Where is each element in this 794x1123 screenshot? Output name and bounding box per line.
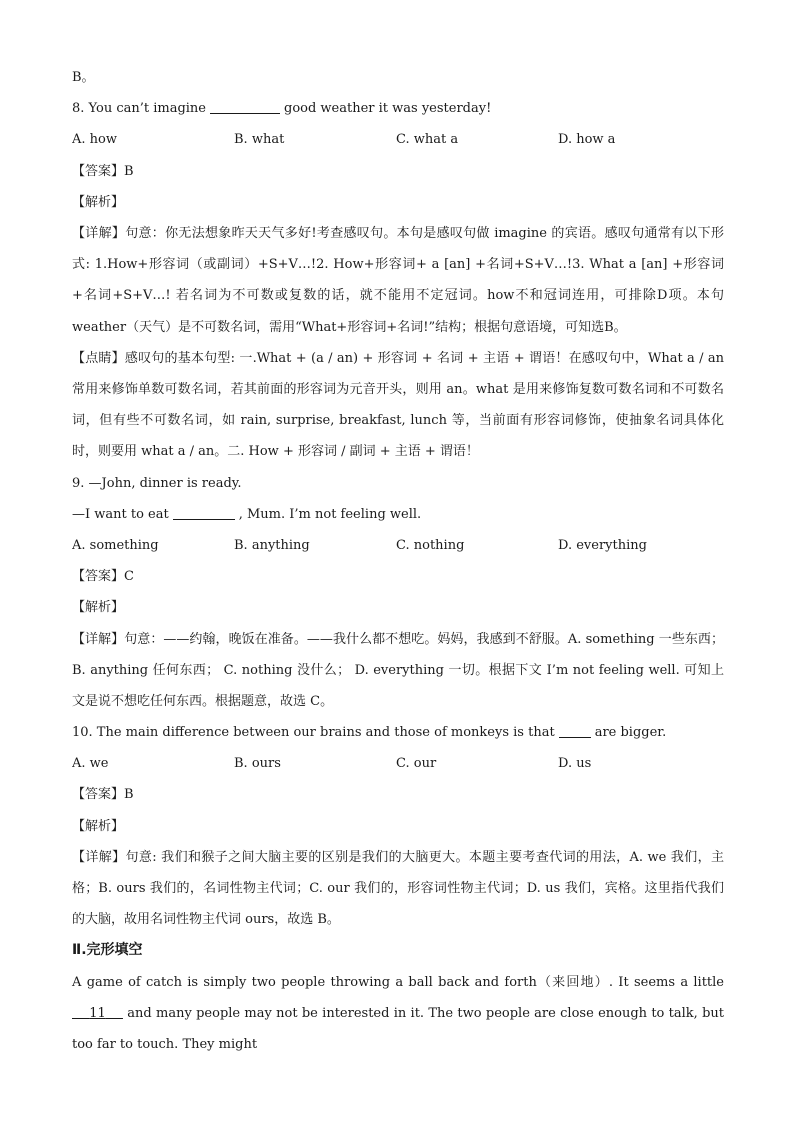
q9-answer-value: C [124,569,134,585]
cloze-text-end: and many people may not be interested in it. The two people are close enough to talk, but too far to touch. They might [72,1005,725,1053]
q10-option-b: B. ours [234,756,281,772]
detail-tag: 【详解】 [72,849,126,865]
q8-stem-end: good weather it was yesterday! [284,101,492,117]
q9-detail [72,624,724,718]
cloze-text-start: A game of catch is simply two people throwing a ball back and forth（来回地）. It seems a little [72,974,724,990]
q8-options [72,124,724,155]
answer-tag: 【答案】 [72,787,125,803]
section-title: Ⅱ.完形填空 [72,942,143,959]
answer-tag: 【答案】 [72,163,125,179]
q9-stem-end: , Mum. I’m not feeling well. [238,506,422,522]
q9-analysis-tag: 【解析】 [72,600,125,616]
q8-detail-text: 句意：你无法想象昨天天气多好!考查感叹句。本句是感叹句做 imagine 的宾语。感叹句通常有以下形式: 1.How+形容词（或副词）+S+V…!2. How+形容词+ a [an] +名词+S+V…!3. What a [an] +形容词+名词+S+V…! 若名词为不可数或复数的话，就不能用不定冠词。how不和冠词连用，可排除D项。本句 weather（天气）是不可数名词，需用“What+形容词+名词!”结构；根据句意语境，可知选B。 [72,225,724,335]
document-page [72,62,724,1060]
q10-detail-text: 句意: 我们和猴子之间大脑主要的区别是我们的大脑更大。本题主要考查代词的用法，A. we 我们，主格；B. ours 我们的，名词性物主代词；C. our 我们的，形容词性物主代词；D. us 我们，宾格。这里指代我们的大脑，故用名词性物主代词 ours，故选 B。 [72,849,724,928]
q10-analysis-tag: 【解析】 [72,818,125,834]
q9-option-c: C. nothing [396,537,465,553]
q9-stem-start: —I want to eat [72,506,169,522]
q8-option-d: D. how a [558,132,616,148]
q9-option-d: D. everything [558,537,647,553]
q9-stem-line2 [72,499,724,530]
q8-option-c: C. what a [396,132,459,148]
q10-option-a: A. we [72,756,109,772]
q10-answer-value: B [124,787,134,803]
q8-answer [72,156,724,187]
q8-point [72,343,724,468]
q10-stem-end: are bigger. [594,725,667,741]
q10-detail [72,842,724,936]
top-fragment: B。 [72,70,95,85]
q9-stem-line1: 9. —John, dinner is ready. [72,475,242,491]
q8-blank [210,99,280,114]
q8-stem [72,93,724,124]
q8-detail [72,218,724,343]
cloze-passage [72,967,724,1061]
q8-point-text: 感叹句的基本句型: 一.What + (a / an) + 形容词 + 名词 + 主语 + 谓语！在感叹句中，What a / an 常用来修饰单数可数名词，若其前面的形容词为元音开头，则用 an。what 是用来修饰复数可数名词和不可数名词，但有些不可数名词，如 rain, surprise, breakfast, lunch 等，当前面有形容词修饰，使抽象名词具体化时，则要用 what a / an。二. How + 形容词 / 副词 + 主语 + 谓语！ [72,350,724,460]
cloze-blank-number [72,1006,123,1021]
q8-option-a: A. how [72,132,117,148]
q9-option-b: B. anything [234,537,310,553]
q8-stem-start: 8. You can’t imagine [72,101,206,117]
point-tag: 【点睛】 [72,350,125,366]
q8-option-b: B. what [234,132,285,148]
q10-option-d: D. us [558,756,592,772]
q10-stem-start: 10. The main difference between our brains and those of monkeys is that [72,725,555,741]
q9-detail-text: 句意：——约翰，晚饭在准备。——我什么都不想吃。妈妈，我感到不舒服。A. something 一些东西；B. anything 任何东西； C. nothing 没什么； D. everything 一切。根据下文 I’m not feeling well. 可知上文是说不想吃任何东西。根据题意，故选 C。 [72,631,724,709]
q9-options [72,530,724,561]
q10-stem [72,717,724,748]
q10-answer [72,779,724,810]
q9-blank [173,505,235,520]
cloze-blank-label: 11 [89,1005,106,1021]
q8-analysis-tag: 【解析】 [72,194,125,210]
detail-tag: 【详解】 [72,631,125,647]
q9-answer [72,561,724,592]
q10-blank [559,723,591,738]
q10-option-c: C. our [396,756,437,772]
detail-tag: 【详解】 [72,225,126,241]
q10-options [72,748,724,779]
answer-tag: 【答案】 [72,569,125,585]
q9-option-a: A. something [72,537,159,553]
q8-answer-value: B [124,163,134,179]
